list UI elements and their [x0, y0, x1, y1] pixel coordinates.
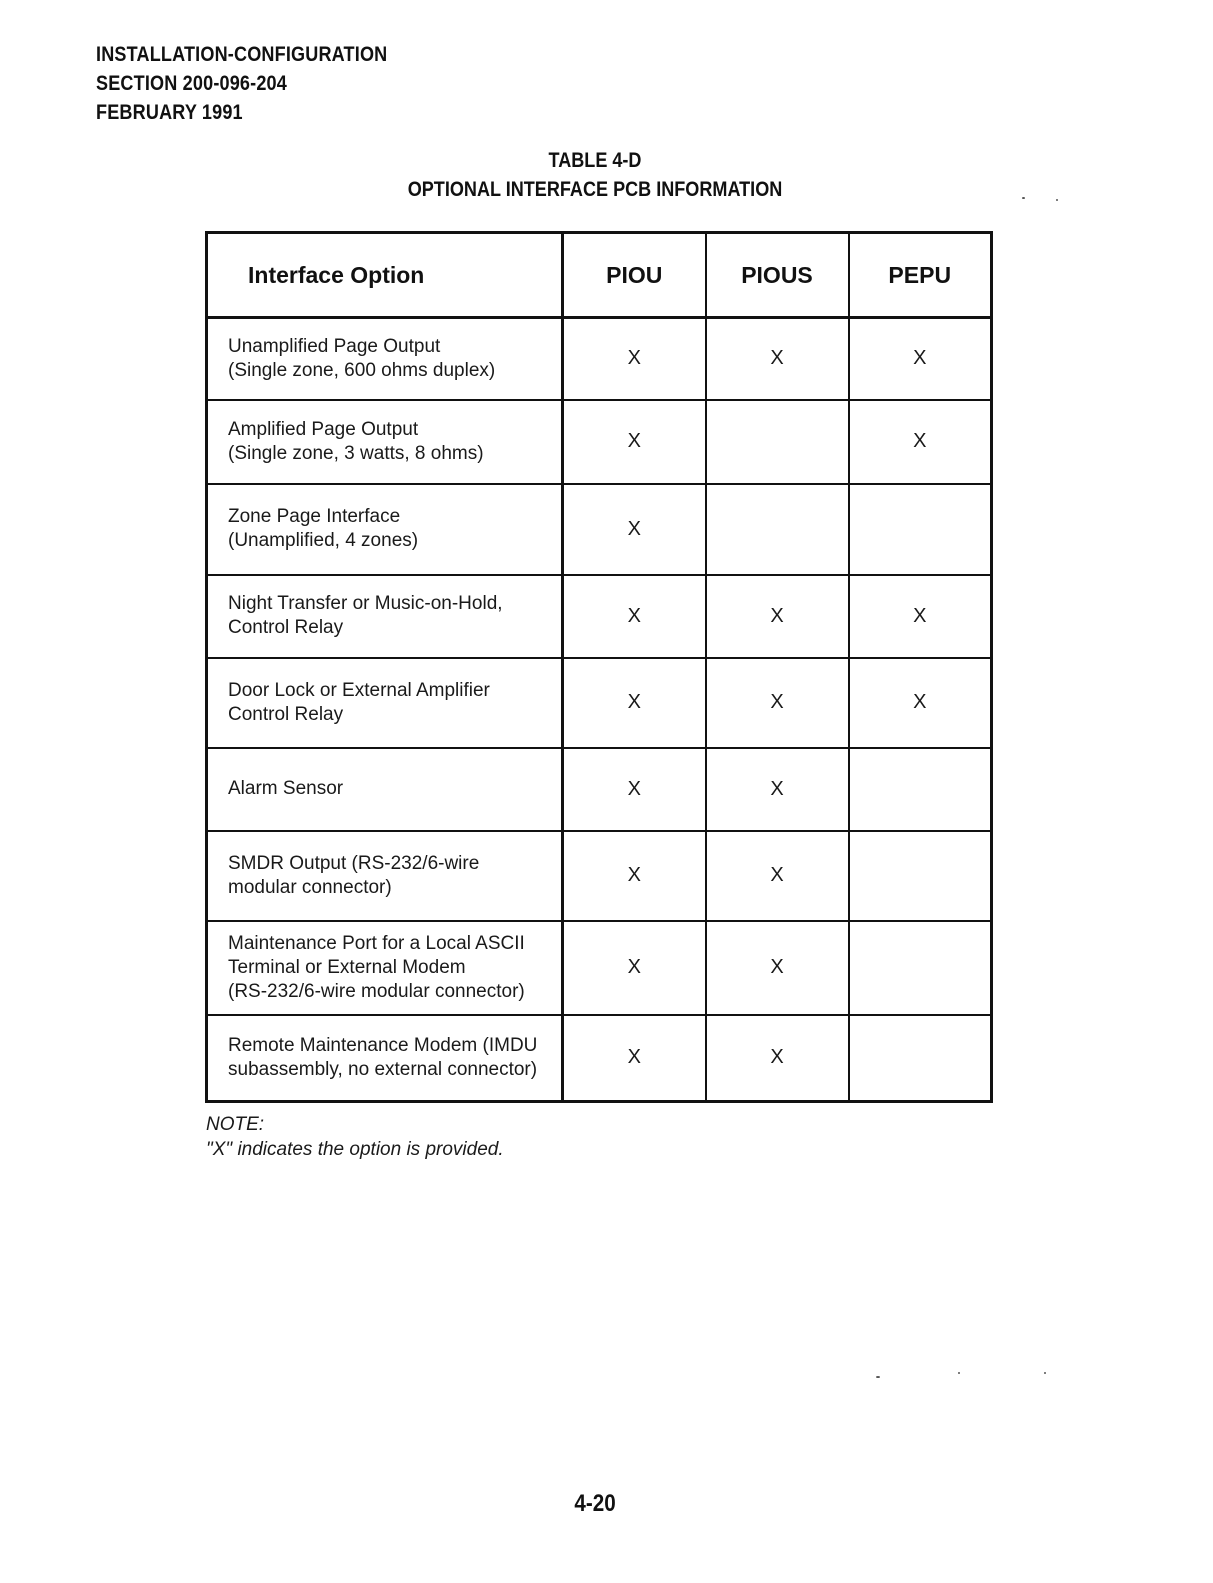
piou-cell: X	[563, 400, 706, 484]
pious-cell: X	[706, 921, 849, 1015]
pious-cell: X	[706, 658, 849, 748]
interface-option-cell	[207, 318, 563, 400]
interface-option-cell	[207, 658, 563, 748]
pious-cell: X	[706, 575, 849, 658]
table-row	[207, 575, 992, 658]
interface-option-line: Door Lock or External Amplifier	[228, 679, 490, 701]
interface-option-cell	[207, 748, 563, 831]
scan-speck	[1056, 199, 1058, 201]
column-header-piou: PIOU	[563, 233, 706, 318]
table-row	[207, 400, 992, 484]
interface-option-line: Night Transfer or Music-on-Hold,	[228, 593, 503, 614]
piou-cell: X	[563, 484, 706, 575]
table-row	[207, 921, 992, 1015]
pious-cell: X	[706, 318, 849, 400]
pepu-cell	[849, 831, 992, 921]
pepu-cell: X	[849, 658, 992, 748]
scan-speck	[876, 1376, 880, 1378]
pious-cell: X	[706, 831, 849, 921]
pepu-cell	[849, 484, 992, 575]
interface-option-line: modular connector)	[228, 876, 392, 898]
note-label: NOTE:	[206, 1114, 265, 1135]
table-row	[207, 658, 992, 748]
piou-cell: X	[563, 318, 706, 400]
interface-option-line: (RS-232/6-wire modular connector)	[228, 980, 525, 1002]
pepu-cell	[849, 1015, 992, 1102]
column-header-interface-option: Interface Option	[207, 233, 563, 318]
pepu-cell: X	[849, 400, 992, 484]
piou-cell: X	[563, 921, 706, 1015]
pepu-cell	[849, 748, 992, 831]
note-text: "X" indicates the option is provided.	[206, 1139, 504, 1160]
interface-option-line: Terminal or External Modem	[228, 956, 466, 978]
table-subtitle: OPTIONAL INTERFACE PCB INFORMATION	[407, 178, 783, 201]
pepu-cell	[849, 921, 992, 1015]
pious-cell: X	[706, 1015, 849, 1102]
pious-cell	[706, 400, 849, 484]
table-title: TABLE 4-D	[548, 149, 642, 172]
interface-option-line: Remote Maintenance Modem (IMDU	[228, 1034, 538, 1056]
interface-option-line: (Unamplified, 4 zones)	[228, 530, 419, 551]
interface-option-line: (Single zone, 3 watts, 8 ohms)	[228, 442, 484, 464]
page-number-text: 4-20	[574, 1490, 616, 1517]
table-row	[207, 748, 992, 831]
page-number	[0, 1490, 1190, 1518]
interface-option-line: Unamplified Page Output	[228, 335, 441, 357]
table-body	[207, 318, 992, 1102]
interface-option-line: Control Relay	[228, 617, 344, 638]
pious-cell	[706, 484, 849, 575]
pepu-cell: X	[849, 318, 992, 400]
interface-option-line: (Single zone, 600 ohms duplex)	[228, 359, 496, 381]
interface-option-cell	[207, 575, 563, 658]
column-header-pepu: PEPU	[849, 233, 992, 318]
scan-speck	[1044, 1372, 1046, 1374]
scan-speck	[1022, 197, 1025, 199]
table-heading	[0, 146, 1190, 204]
header-title: INSTALLATION-CONFIGURATION	[96, 43, 388, 66]
pepu-cell: X	[849, 575, 992, 658]
header-section: SECTION 200-096-204	[96, 72, 287, 95]
table-row	[207, 318, 992, 400]
header-date: FEBRUARY 1991	[96, 101, 243, 124]
piou-cell: X	[563, 831, 706, 921]
table-header-row	[207, 233, 992, 318]
table-row	[207, 831, 992, 921]
column-header-pious: PIOUS	[706, 233, 849, 318]
interface-option-line: SMDR Output (RS-232/6-wire	[228, 852, 480, 874]
piou-cell: X	[563, 658, 706, 748]
interface-option-line: Zone Page Interface	[228, 506, 401, 527]
table-note	[206, 1112, 504, 1162]
interface-option-cell	[207, 831, 563, 921]
interface-option-cell	[207, 1015, 563, 1102]
piou-cell: X	[563, 748, 706, 831]
pious-cell: X	[706, 748, 849, 831]
document-header	[96, 40, 387, 127]
interface-option-line: Maintenance Port for a Local ASCII	[228, 932, 525, 954]
table-row	[207, 1015, 992, 1102]
interface-option-line: subassembly, no external connector)	[228, 1058, 538, 1080]
table-row	[207, 484, 992, 575]
interface-option-cell	[207, 484, 563, 575]
scan-speck	[958, 1372, 960, 1374]
interface-option-line: Amplified Page Output	[228, 418, 419, 440]
interface-option-line: Alarm Sensor	[228, 778, 344, 799]
piou-cell: X	[563, 575, 706, 658]
interface-option-line: Control Relay	[228, 703, 344, 725]
interface-option-cell	[207, 921, 563, 1015]
interface-option-cell	[207, 400, 563, 484]
interface-option-table	[205, 231, 993, 1103]
piou-cell: X	[563, 1015, 706, 1102]
